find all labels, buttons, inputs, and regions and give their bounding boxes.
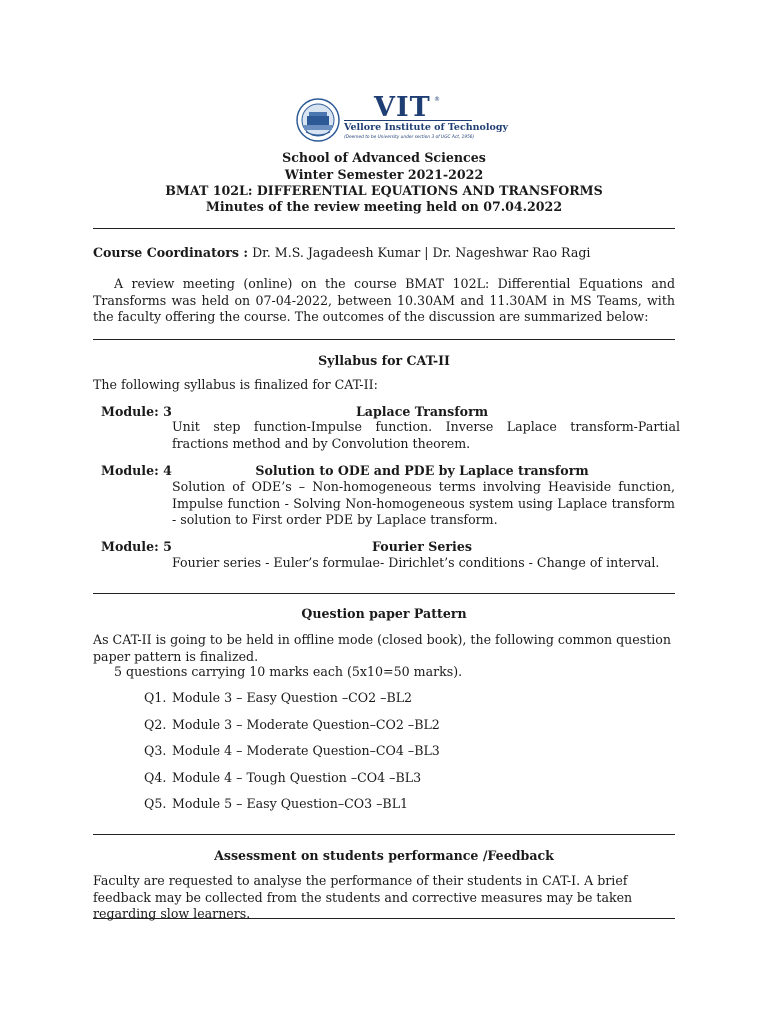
question-item	[144, 743, 440, 758]
coordinators-line	[93, 245, 675, 262]
question-item	[144, 717, 440, 732]
logo-vit-text: VIT	[374, 92, 431, 123]
question-item	[144, 690, 412, 705]
course-title: BMAT 102L: DIFFERENTIAL EQUATIONS AND TRANSFORMS	[165, 183, 603, 198]
logo-tagline: (Deemed to be University under section 3 of UGC Act, 1956)	[344, 135, 475, 140]
question-item	[144, 796, 408, 811]
assessment-body: Faculty are requested to analyse the performance of their students in CAT-I. A brief feedback may be collected from the students and corrective measures may be taken regarding slow learners.	[93, 873, 633, 921]
question-number: Q1.	[144, 690, 167, 705]
divider	[93, 918, 675, 919]
divider	[93, 834, 675, 835]
coordinators-label: Course Coordinators :	[93, 245, 249, 260]
syllabus-heading: Syllabus for CAT-II	[318, 353, 450, 368]
module-body: Fourier series - Euler’s formulae- Dirichlet’s conditions - Change of interval.	[172, 555, 660, 570]
module-label: Module: 4	[101, 463, 172, 478]
divider	[93, 228, 675, 229]
module-label: Module: 5	[101, 539, 172, 554]
pattern-summary: 5 questions carrying 10 marks each (5x10=50 marks).	[114, 664, 463, 679]
coordinators-names: Dr. M.S. Jagadeesh Kumar | Dr. Nageshwar Rao Ragi	[252, 245, 591, 260]
minutes-title: Minutes of the review meeting held on 07.04.2022	[205, 199, 563, 214]
logo-institute-name: Vellore Institute of Technology	[344, 122, 508, 133]
question-number: Q3.	[144, 743, 167, 758]
vit-logo	[296, 92, 508, 146]
question-item	[144, 770, 421, 785]
question-text: Module 4 – Tough Question –CO4 –BL3	[172, 770, 422, 785]
module-title: Solution to ODE and PDE by Laplace transform	[255, 463, 589, 478]
school-name: School of Advanced Sciences	[282, 150, 486, 165]
question-text: Module 3 – Easy Question –CO2 –BL2	[172, 690, 413, 705]
question-text: Module 3 – Moderate Question–CO2 –BL2	[172, 717, 440, 732]
question-number: Q2.	[144, 717, 167, 732]
question-text: Module 5 – Easy Question–CO3 –BL1	[172, 796, 409, 811]
question-number: Q4.	[144, 770, 167, 785]
syllabus-lead: The following syllabus is finalized for CAT-II:	[93, 377, 378, 392]
question-number: Q5.	[144, 796, 167, 811]
vit-wordmark	[344, 92, 508, 146]
module-body: Unit step function-Impulse function. Inverse Laplace transform-Partial fractions method and by Convolution theorem.	[172, 419, 680, 451]
divider	[93, 339, 675, 340]
logo-registered-mark: ®	[434, 96, 440, 103]
pattern-heading: Question paper Pattern	[301, 606, 467, 621]
intro-paragraph: A review meeting (online) on the course BMAT 102L: Differential Equations and Transforms was held on 07-04-2022, between 10.30AM and 11.30AM in MS Teams, with the faculty offering the course. The outcomes of the discussion are summarized below:	[93, 276, 675, 324]
assessment-heading: Assessment on students performance /Feedback	[214, 848, 554, 863]
semester: Winter Semester 2021-2022	[284, 167, 484, 182]
logo-divider	[344, 120, 472, 121]
divider	[93, 593, 675, 594]
vit-seal-icon	[296, 98, 340, 142]
module-label: Module: 3	[101, 404, 172, 419]
module-title: Laplace Transform	[355, 404, 489, 419]
pattern-lead: As CAT-II is going to be held in offline mode (closed book), the following common question paper pattern is finalized.	[93, 632, 671, 664]
module-title: Fourier Series	[372, 539, 472, 554]
module-body: Solution of ODE’s – Non-homogeneous terms involving Heaviside function, Impulse function - Solving Non-homogeneous system using Laplace transform - solution to First order PDE by Laplace transform.	[172, 479, 675, 527]
question-text: Module 4 – Moderate Question–CO4 –BL3	[172, 743, 440, 758]
